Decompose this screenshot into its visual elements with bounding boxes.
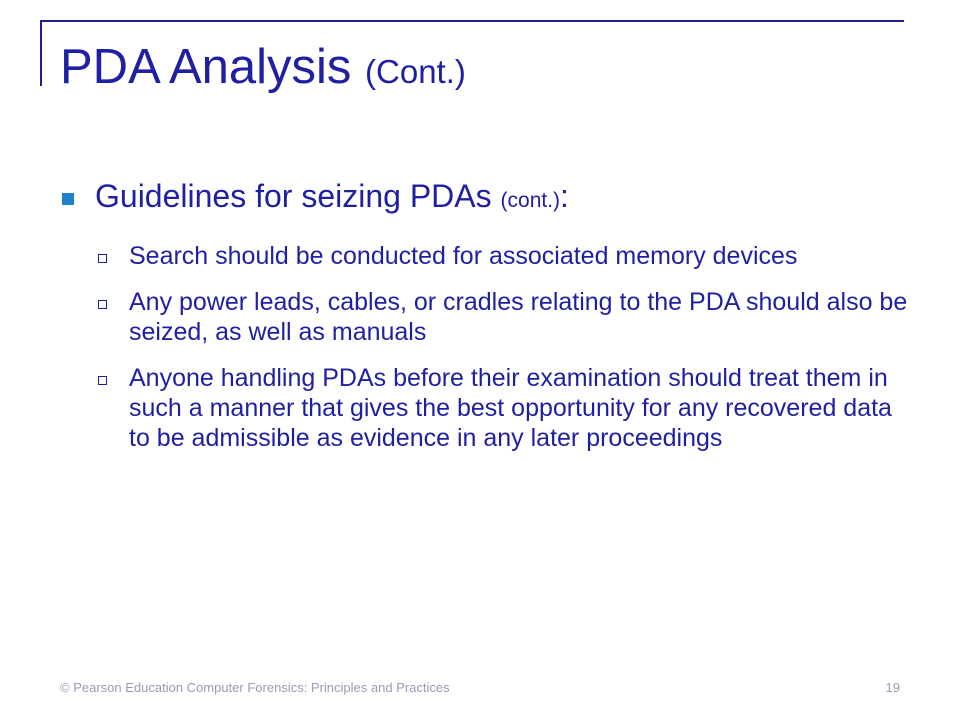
sub-bullet-text: Any power leads, cables, or cradles relating to the PDA should also be seized, as well as manuals (129, 288, 908, 346)
slide-footer (60, 680, 900, 695)
sub-bullet-list (60, 241, 910, 453)
checkbox-icon (98, 300, 107, 309)
sub-bullet-text: Anyone handling PDAs before their examination should treat them in such a manner that gives the best opportunity for any recovered data to be admissible as evidence in any later proceedings (129, 364, 892, 452)
slide-content (60, 176, 910, 469)
bullet-guidelines-text: Guidelines for seizing PDAs (95, 178, 501, 214)
page-number: 19 (885, 680, 900, 695)
sub-bullet-text: Search should be conducted for associated memory devices (129, 242, 798, 270)
bullet-guidelines-cont: (cont.) (500, 189, 561, 212)
footer-text: © Pearson Education Computer Forensics: Principles and Practices (60, 680, 450, 695)
frame-left-line (40, 20, 42, 86)
sub-bullet (60, 287, 910, 347)
frame-top-line (40, 20, 904, 22)
sub-bullet (60, 363, 910, 453)
sub-bullet (60, 241, 910, 271)
checkbox-icon (98, 376, 107, 385)
square-bullet-icon (62, 193, 74, 205)
slide-title-suffix: (Cont.) (365, 53, 466, 90)
bullet-guidelines (60, 176, 910, 221)
slide-title (60, 36, 466, 103)
bullet-guidelines-colon: : (560, 178, 569, 214)
checkbox-icon (98, 254, 107, 263)
slide-title-main: PDA Analysis (60, 40, 366, 94)
